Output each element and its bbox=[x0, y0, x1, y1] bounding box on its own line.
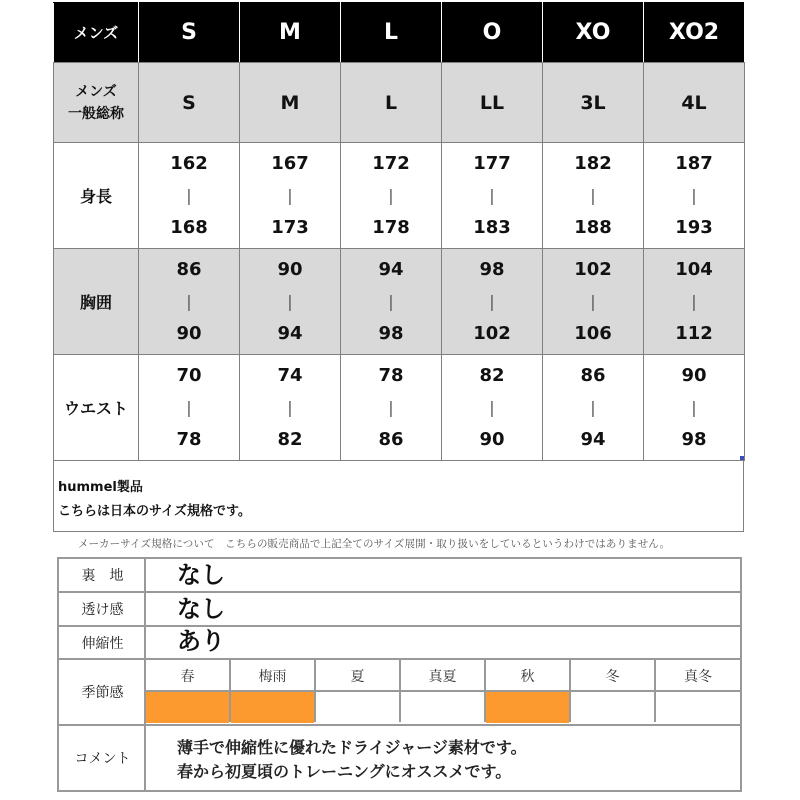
range-min: 90 bbox=[277, 258, 303, 280]
general-size-cell: LL bbox=[442, 63, 543, 143]
range-separator: | bbox=[691, 185, 697, 205]
range-separator: | bbox=[489, 185, 495, 205]
season-indicator-midwinter bbox=[656, 692, 740, 723]
range-max: 78 bbox=[176, 428, 202, 450]
size-notes bbox=[53, 460, 744, 532]
range-max: 183 bbox=[473, 216, 511, 238]
season-indicator-summer bbox=[316, 692, 399, 723]
season-summer: 夏 bbox=[350, 668, 365, 685]
season-midsummer: 真夏 bbox=[428, 668, 457, 685]
stretch-label: 伸縮性 bbox=[81, 635, 124, 652]
range-cell bbox=[341, 249, 442, 355]
range-max: 94 bbox=[277, 322, 303, 344]
range-max: 112 bbox=[675, 322, 713, 344]
range-min: 74 bbox=[277, 364, 303, 386]
range-cell bbox=[139, 249, 240, 355]
range-max: 178 bbox=[372, 216, 410, 238]
range-cell bbox=[543, 249, 644, 355]
range-min: 172 bbox=[372, 152, 410, 174]
range-cell bbox=[543, 143, 644, 249]
general-size-cell: M bbox=[240, 63, 341, 143]
range-min: 90 bbox=[681, 364, 707, 386]
range-min: 70 bbox=[176, 364, 202, 386]
general-size-label bbox=[54, 63, 139, 143]
general-size-cell: S bbox=[139, 63, 240, 143]
range-separator: | bbox=[590, 291, 596, 311]
season-indicator-rainy-active bbox=[231, 692, 314, 723]
brand-note: hummel製品 bbox=[58, 480, 143, 495]
range-max: 90 bbox=[479, 428, 505, 450]
range-min: 86 bbox=[580, 364, 606, 386]
range-min: 98 bbox=[479, 258, 505, 280]
fabric-spec-table bbox=[57, 557, 742, 792]
range-max: 82 bbox=[277, 428, 303, 450]
range-cell bbox=[644, 249, 745, 355]
standard-note: こちらは日本のサイズ規格です。 bbox=[58, 504, 251, 519]
range-max: 168 bbox=[170, 216, 208, 238]
range-cell bbox=[240, 355, 341, 461]
comment-text bbox=[177, 736, 527, 784]
divider bbox=[59, 625, 740, 627]
size-header-row bbox=[54, 3, 745, 63]
range-cell bbox=[341, 143, 442, 249]
size-header-l: L bbox=[341, 3, 442, 63]
comment-label: コメント bbox=[74, 751, 131, 767]
range-cell bbox=[341, 355, 442, 461]
range-separator: | bbox=[489, 291, 495, 311]
range-cell bbox=[442, 143, 543, 249]
cell-corner-marker bbox=[740, 456, 744, 460]
range-separator: | bbox=[186, 185, 192, 205]
season-autumn: 秋 bbox=[520, 668, 535, 685]
range-separator: | bbox=[691, 397, 697, 417]
range-separator: | bbox=[186, 291, 192, 311]
range-min: 177 bbox=[473, 152, 511, 174]
range-separator: | bbox=[287, 185, 293, 205]
range-separator: | bbox=[287, 291, 293, 311]
lining-label: 裏 地 bbox=[81, 568, 124, 584]
divider bbox=[59, 724, 740, 726]
stretch-value: あり bbox=[177, 627, 225, 655]
transparency-label: 透け感 bbox=[81, 602, 124, 618]
chest-label: 胸囲 bbox=[54, 249, 139, 355]
season-indicator-midsummer bbox=[401, 692, 484, 723]
range-separator: | bbox=[287, 397, 293, 417]
size-header-o: O bbox=[442, 3, 543, 63]
size-header-xo: XO bbox=[543, 3, 644, 63]
waist-row bbox=[54, 355, 745, 461]
size-header-m: M bbox=[240, 3, 341, 63]
range-max: 98 bbox=[378, 322, 404, 344]
range-separator: | bbox=[489, 397, 495, 417]
season-winter: 冬 bbox=[605, 668, 620, 685]
season-label: 季節感 bbox=[81, 685, 124, 701]
range-cell bbox=[442, 355, 543, 461]
height-label: 身長 bbox=[54, 143, 139, 249]
range-max: 173 bbox=[271, 216, 309, 238]
season-indicator-autumn-active bbox=[486, 692, 569, 723]
range-min: 182 bbox=[574, 152, 612, 174]
range-min: 167 bbox=[271, 152, 309, 174]
range-separator: | bbox=[388, 185, 394, 205]
range-min: 78 bbox=[378, 364, 404, 386]
comment-line2: 春から初夏頃のトレーニングにオススメです。 bbox=[177, 762, 512, 781]
size-header-s: S bbox=[139, 3, 240, 63]
range-min: 82 bbox=[479, 364, 505, 386]
general-size-row bbox=[54, 63, 745, 143]
range-min: 104 bbox=[675, 258, 713, 280]
range-cell bbox=[240, 143, 341, 249]
season-rainy: 梅雨 bbox=[258, 668, 287, 685]
season-indicator-winter bbox=[571, 692, 654, 723]
range-separator: | bbox=[186, 397, 192, 417]
general-size-cell: 3L bbox=[543, 63, 644, 143]
range-max: 188 bbox=[574, 216, 612, 238]
range-cell bbox=[139, 143, 240, 249]
range-max: 98 bbox=[681, 428, 707, 450]
range-cell bbox=[240, 249, 341, 355]
general-label-line2: 一般総称 bbox=[68, 105, 124, 122]
range-cell bbox=[139, 355, 240, 461]
range-separator: | bbox=[590, 397, 596, 417]
range-max: 94 bbox=[580, 428, 606, 450]
range-separator: | bbox=[590, 185, 596, 205]
range-separator: | bbox=[388, 397, 394, 417]
maker-size-disclaimer: メーカーサイズ規格について こちらの販売商品で上記全てのサイズ展開・取り扱いをしているというわけではありません。 bbox=[78, 538, 671, 550]
range-max: 102 bbox=[473, 322, 511, 344]
size-header-xo2: XO2 bbox=[644, 3, 745, 63]
waist-label: ウエスト bbox=[54, 355, 139, 461]
range-max: 90 bbox=[176, 322, 202, 344]
chest-row bbox=[54, 249, 745, 355]
transparency-value: なし bbox=[177, 595, 225, 623]
season-spring: 春 bbox=[180, 668, 195, 685]
range-separator: | bbox=[388, 291, 394, 311]
divider bbox=[59, 591, 740, 593]
season-indicator-spring-active bbox=[146, 692, 229, 723]
range-min: 86 bbox=[176, 258, 202, 280]
range-min: 94 bbox=[378, 258, 404, 280]
comment-line1: 薄手で伸縮性に優れたドライジャージ素材です。 bbox=[177, 738, 527, 757]
range-min: 162 bbox=[170, 152, 208, 174]
season-midwinter: 真冬 bbox=[684, 668, 712, 685]
range-cell bbox=[644, 143, 745, 249]
range-cell bbox=[644, 355, 745, 461]
height-row bbox=[54, 143, 745, 249]
size-chart-table bbox=[53, 2, 745, 461]
general-size-cell: 4L bbox=[644, 63, 745, 143]
range-separator: | bbox=[691, 291, 697, 311]
range-cell bbox=[442, 249, 543, 355]
lining-value: なし bbox=[177, 561, 225, 589]
range-max: 106 bbox=[574, 322, 612, 344]
range-min: 187 bbox=[675, 152, 713, 174]
general-size-cell: L bbox=[341, 63, 442, 143]
header-label: メンズ bbox=[54, 3, 139, 63]
general-label-line1: メンズ bbox=[75, 83, 117, 100]
range-max: 86 bbox=[378, 428, 404, 450]
range-max: 193 bbox=[675, 216, 713, 238]
range-cell bbox=[543, 355, 644, 461]
range-min: 102 bbox=[574, 258, 612, 280]
